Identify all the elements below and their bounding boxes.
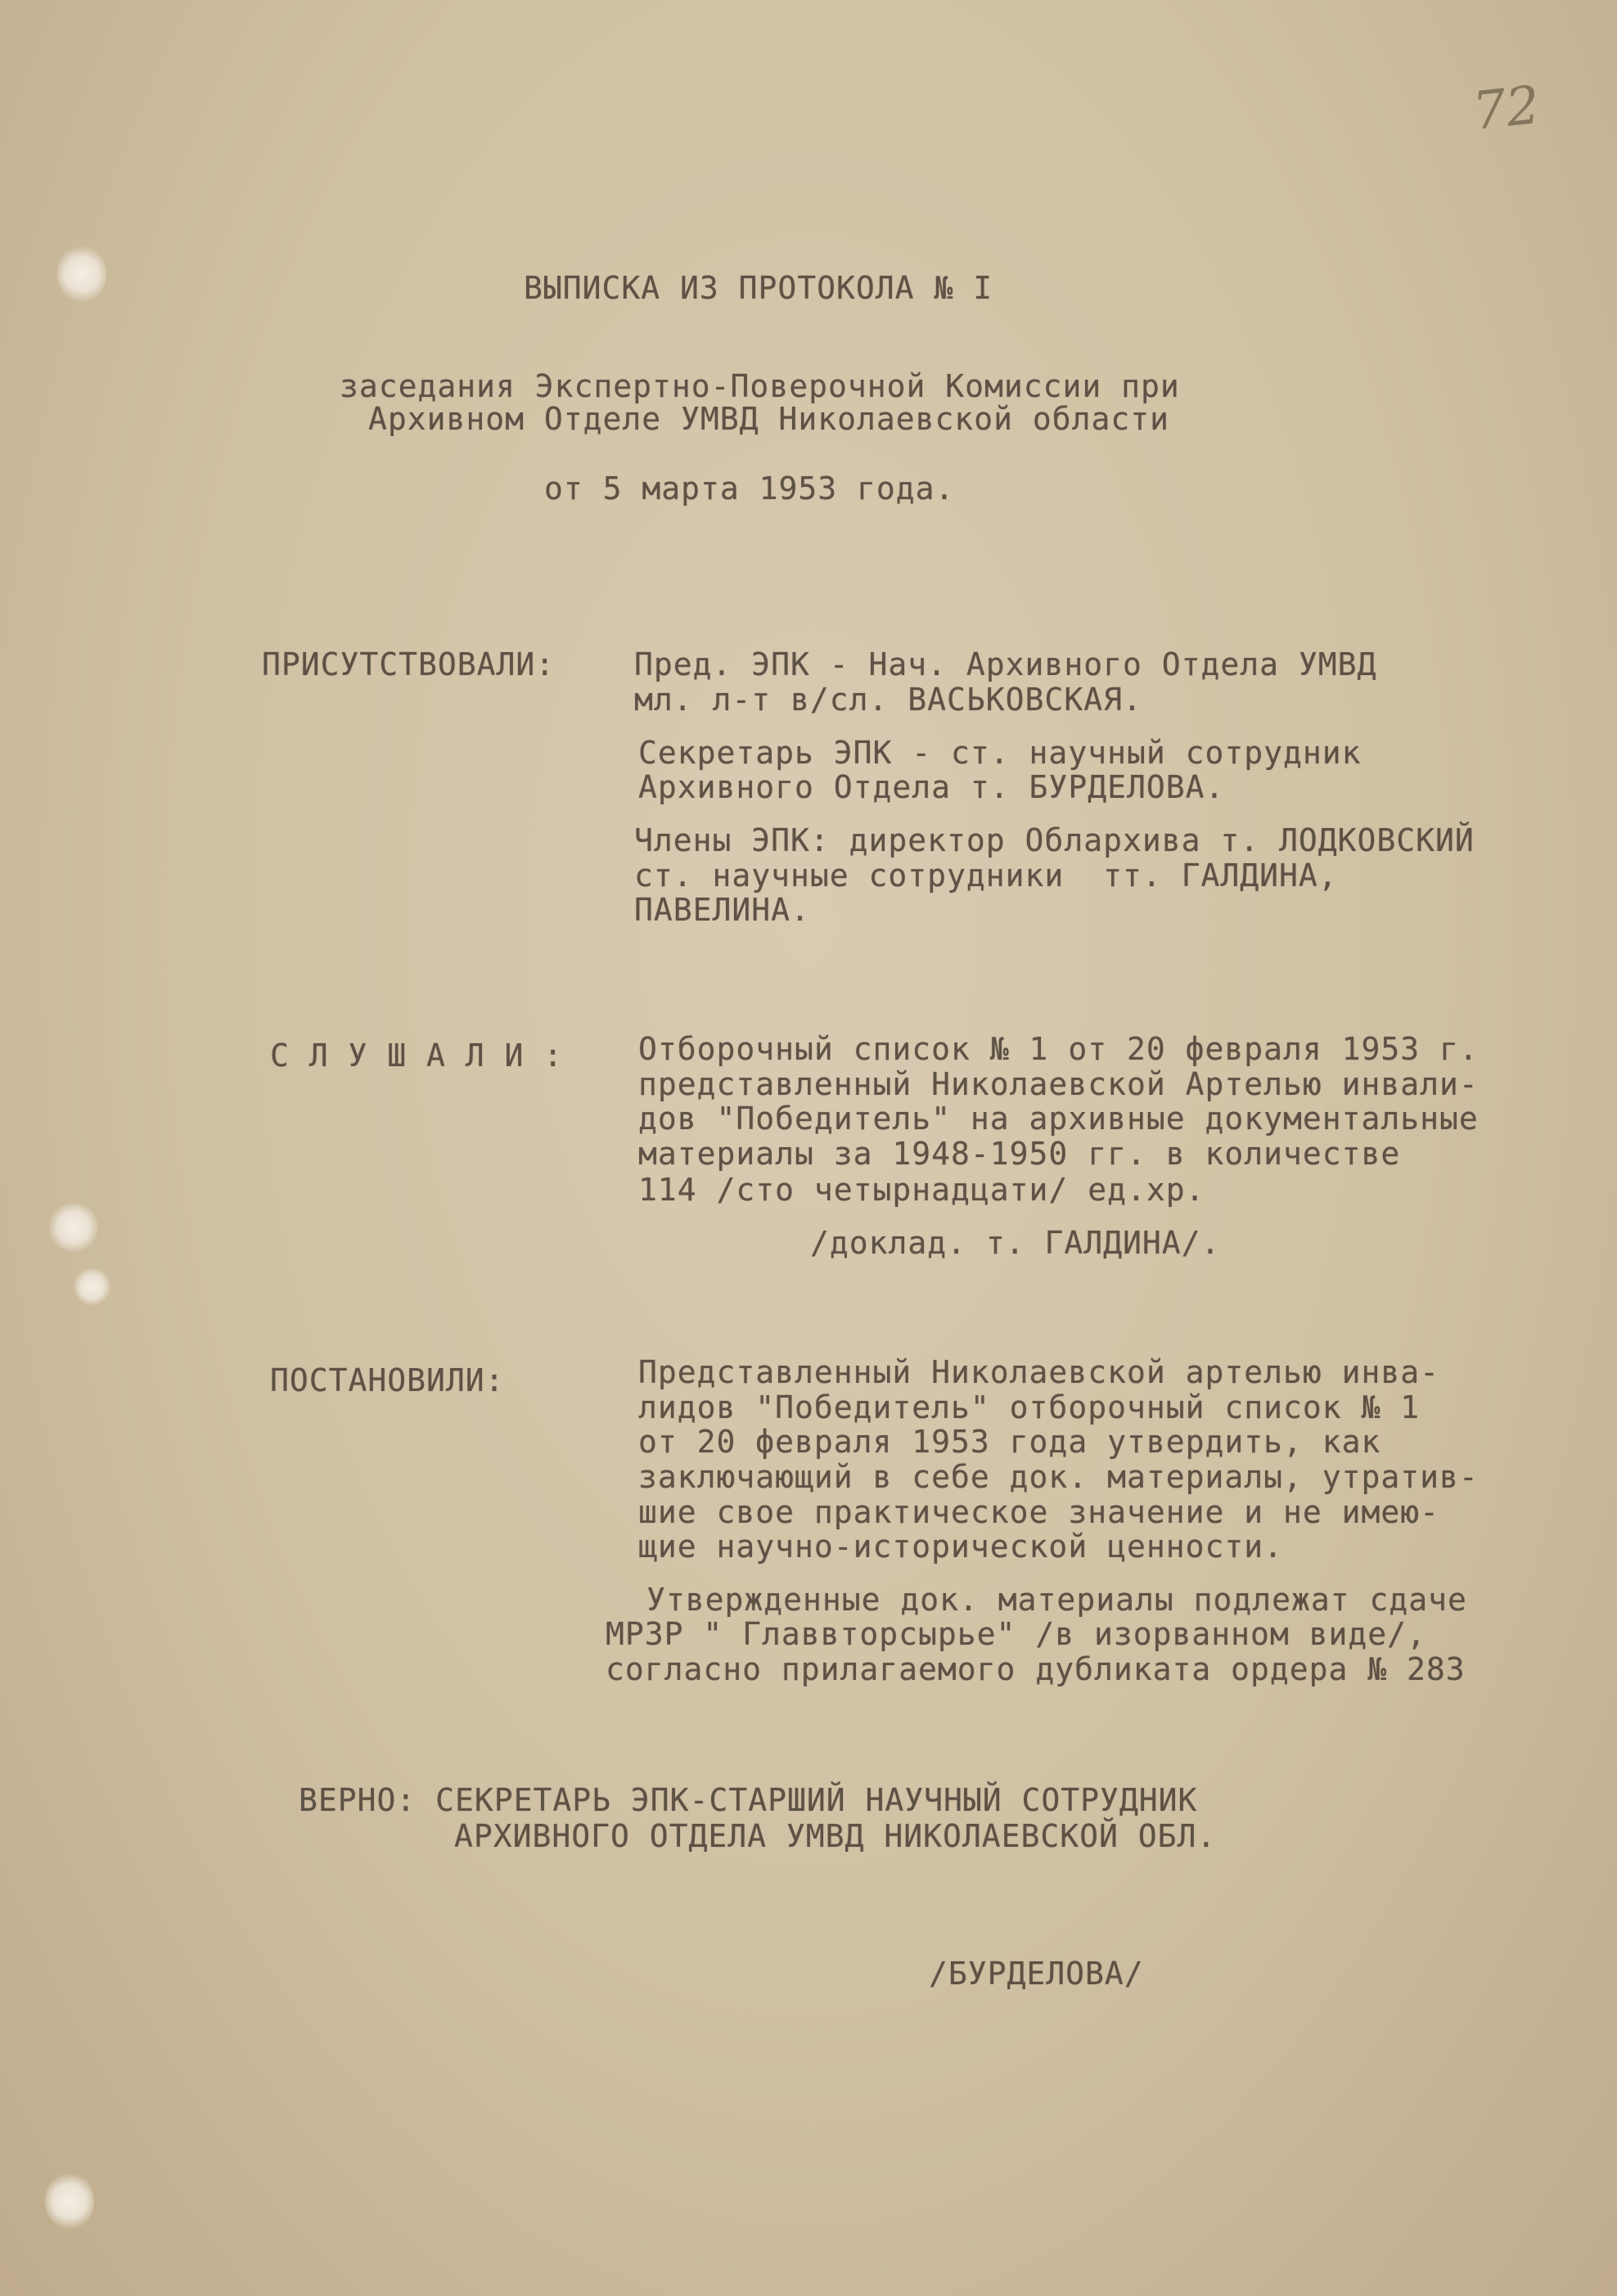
punch-hole <box>45 2172 94 2230</box>
heard-line: дов "Победитель" на архивные документальные <box>638 1101 1479 1137</box>
document-date: от 5 марта 1953 года. <box>544 470 955 506</box>
punch-hole <box>49 1203 98 1252</box>
resolved-line: Утвержденные док. материалы подлежат сдаче <box>646 1582 1467 1618</box>
resolved-line: щие научно-исторической ценности. <box>638 1528 1283 1564</box>
resolved-line: лидов "Победитель" отборочный список № 1 <box>638 1389 1421 1425</box>
resolved-line: Представленный Николаевской артелью инва- <box>638 1354 1439 1390</box>
resolved-label: ПОСТАНОВИЛИ: <box>270 1362 505 1398</box>
subtitle-line-2: Архивном Отделе УМВД Николаевской области <box>368 401 1169 437</box>
heard-line: представленный Николаевской Артелью инвали- <box>638 1066 1479 1102</box>
heard-line: Отборочный список № 1 от 20 февраля 1953 г. <box>638 1031 1479 1067</box>
punch-hole <box>74 1268 110 1305</box>
certified-line: ВЕРНО: СЕКРЕТАРЬ ЭПК-СТАРШИЙ НАУЧНЫЙ СОТРУДНИК <box>299 1782 1198 1818</box>
resolved-line: заключающий в себе док. материалы, утратив- <box>638 1459 1479 1495</box>
heard-label: С Л У Ш А Л И : <box>270 1038 564 1074</box>
present-line: ПАВЕЛИНА. <box>634 892 810 928</box>
present-line: Члены ЭПК: директор Облархива т. ЛОДКОВСКИЙ <box>634 822 1475 858</box>
heard-report: /доклад. т. ГАЛДИНА/. <box>810 1225 1221 1261</box>
subtitle-line-1: заседания Экспертно-Поверочной Комиссии при <box>340 368 1180 404</box>
punch-hole <box>57 245 106 303</box>
heard-line: материалы за 1948-1950 гг. в количестве <box>638 1136 1401 1172</box>
present-line: Секретарь ЭПК - ст. научный сотрудник <box>638 735 1362 771</box>
present-line: ст. научные сотрудники тт. ГАЛДИНА, <box>634 858 1338 894</box>
resolved-line: шие свое практическое значение и не имею- <box>638 1494 1439 1530</box>
resolved-line: МРЗР " Главвторсырье" /в изорванном виде/, <box>606 1616 1426 1652</box>
document-title: ВЫПИСКА ИЗ ПРОТОКОЛА № I <box>524 270 993 306</box>
page-number: 72 <box>1470 74 1543 143</box>
present-label: ПРИСУТСТВОВАЛИ: <box>262 646 556 682</box>
resolved-line: согласно прилагаемого дубликата ордера № 283 <box>606 1651 1466 1687</box>
certified-line: АРХИВНОГО ОТДЕЛА УМВД НИКОЛАЕВСКОЙ ОБЛ. <box>454 1818 1217 1854</box>
resolved-line: от 20 февраля 1953 года утвердить, как <box>638 1424 1381 1460</box>
heard-line: 114 /сто четырнадцати/ ед.хр. <box>638 1172 1205 1208</box>
present-line: Пред. ЭПК - Нач. Архивного Отдела УМВД <box>634 646 1377 682</box>
present-line: мл. л-т в/сл. ВАСЬКОВСКАЯ. <box>634 682 1142 718</box>
signature: /БУРДЕЛОВА/ <box>929 1956 1144 1992</box>
present-line: Архивного Отдела т. БУРДЕЛОВА. <box>638 769 1225 805</box>
